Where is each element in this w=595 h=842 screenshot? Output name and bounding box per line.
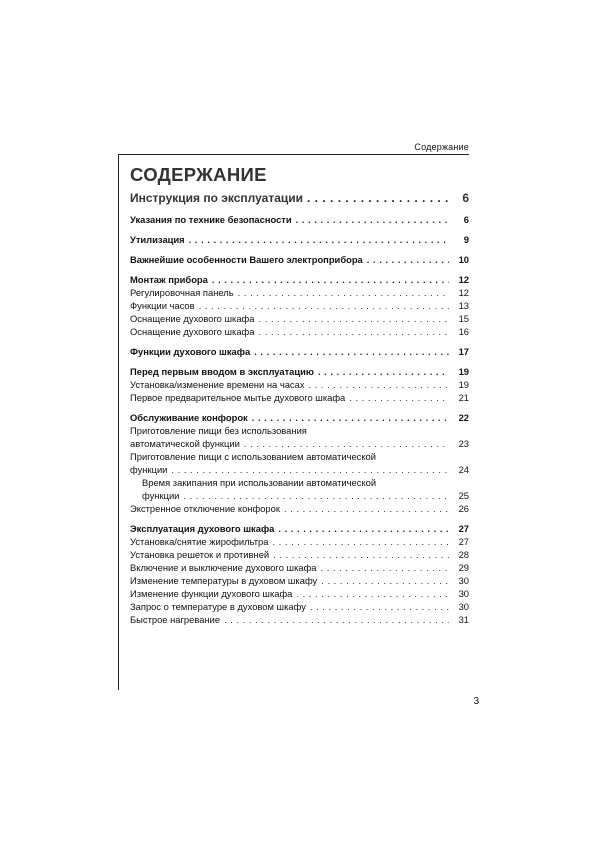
toc-entry[interactable] <box>130 522 469 535</box>
toc-entry[interactable] <box>130 233 469 246</box>
toc-entry[interactable] <box>130 548 469 561</box>
toc-entry-page: 28 <box>458 549 469 560</box>
toc-entry-page: 29 <box>458 562 469 573</box>
toc-entry-page: 6 <box>463 214 469 225</box>
toc-entry-page: 13 <box>458 300 469 311</box>
toc-entry[interactable] <box>130 463 469 476</box>
toc-entry-title: Утилизация <box>130 234 185 245</box>
toc-entry-title: Установка решеток и противней <box>130 549 270 560</box>
toc-entry[interactable] <box>130 299 469 312</box>
toc-entry[interactable] <box>130 587 469 600</box>
toc-entry[interactable] <box>130 345 469 358</box>
toc-entry-title: Оснащение духового шкафа <box>130 313 255 324</box>
toc-entry[interactable] <box>130 312 469 325</box>
dot-leader <box>240 437 449 450</box>
toc-entry[interactable] <box>130 273 469 286</box>
dot-leader <box>317 561 449 574</box>
toc-entry-text: Приготовление пищи без использования <box>130 425 307 436</box>
page-title: СОДЕРЖАНИЕ <box>130 164 267 185</box>
toc-entry-page: 27 <box>458 536 469 547</box>
dot-leader <box>305 378 449 391</box>
toc-entry[interactable] <box>130 190 469 206</box>
toc-entry-page: 26 <box>458 503 469 514</box>
dot-leader <box>314 365 449 378</box>
toc-entry[interactable] <box>130 502 469 515</box>
dot-leader <box>317 574 449 587</box>
toc-entry[interactable] <box>130 378 469 391</box>
dot-leader <box>292 213 449 226</box>
dot-leader <box>250 345 449 358</box>
toc-entry-title: Инструкция по эксплуатации <box>130 191 304 205</box>
toc-entry-title: Установка/снятие жирофильтра <box>130 536 269 547</box>
page-number: 3 <box>473 696 479 707</box>
toc-entry[interactable] <box>130 365 469 378</box>
toc-entry-title: функции <box>142 490 180 501</box>
toc-entry-title: автоматической функции <box>130 438 240 449</box>
dot-leader <box>274 522 449 535</box>
toc-entry-page: 19 <box>458 366 469 377</box>
toc-entry-title: Перед первым вводом в эксплуатацию <box>130 366 314 377</box>
dot-leader <box>363 253 449 266</box>
dot-leader <box>303 190 449 206</box>
toc-entry-page: 22 <box>458 412 469 423</box>
toc-entry[interactable] <box>130 213 469 226</box>
toc-entry-title: Эксплуатация духового шкафа <box>130 523 275 534</box>
toc-entry-title: Указания по технике безопасности <box>130 214 292 225</box>
toc-entry-page: 6 <box>462 191 469 205</box>
toc-entry-page: 9 <box>463 234 469 245</box>
dot-leader <box>195 299 449 312</box>
toc-entry-page: 12 <box>458 274 469 285</box>
toc-entry-page: 25 <box>458 490 469 501</box>
toc-entry-title: Первое предварительное мытье духового шкафа <box>130 392 346 403</box>
dot-leader <box>179 489 449 502</box>
toc-entry-page: 10 <box>458 254 469 265</box>
header-divider <box>118 154 469 155</box>
dot-leader <box>345 391 449 404</box>
toc-entry-title: Запрос о температуре в духовом шкафу <box>130 601 306 612</box>
toc-entry-page: 17 <box>458 346 469 357</box>
section-header: Содержание <box>414 142 469 152</box>
dot-leader <box>220 613 449 626</box>
toc-entry-page: 30 <box>458 588 469 599</box>
toc-entry[interactable] <box>130 600 469 613</box>
toc-entry-title: Регулировочная панель <box>130 287 234 298</box>
dot-leader <box>254 312 449 325</box>
dot-leader <box>208 273 449 286</box>
table-of-contents <box>130 190 469 626</box>
margin-rule <box>118 154 119 690</box>
toc-entry-title: Быстрое нагревание <box>130 614 221 625</box>
dot-leader <box>254 325 449 338</box>
toc-entry-page: 16 <box>458 326 469 337</box>
toc-entry[interactable] <box>130 561 469 574</box>
toc-entry-page: 30 <box>458 575 469 586</box>
toc-entry-title: Включение и выключение духового шкафа <box>130 562 317 573</box>
dot-leader <box>292 587 449 600</box>
dot-leader <box>167 463 449 476</box>
toc-entry[interactable] <box>130 286 469 299</box>
dot-leader <box>280 502 449 515</box>
toc-entry-page: 19 <box>458 379 469 390</box>
toc-entry-page: 21 <box>458 392 469 403</box>
toc-entry-title: Важнейшие особенности Вашего электроприбора <box>130 254 363 265</box>
toc-entry[interactable] <box>130 613 469 626</box>
toc-entry[interactable] <box>130 489 469 502</box>
toc-entry-title: Оснащение духового шкафа <box>130 326 255 337</box>
toc-entry-title: Монтаж прибора <box>130 274 208 285</box>
dot-leader <box>268 535 449 548</box>
toc-entry[interactable] <box>130 411 469 424</box>
toc-entry-title: Экстренное отключение конфорок <box>130 503 280 514</box>
dot-leader <box>306 600 449 613</box>
toc-entry-page: 15 <box>458 313 469 324</box>
toc-entry-page: 31 <box>458 614 469 625</box>
toc-entry-page: 27 <box>458 523 469 534</box>
toc-entry[interactable] <box>130 325 469 338</box>
toc-entry-page: 12 <box>458 287 469 298</box>
dot-leader <box>185 233 449 246</box>
toc-entry[interactable] <box>130 535 469 548</box>
toc-entry-title: Обслуживание конфорок <box>130 412 248 423</box>
toc-entry[interactable] <box>130 574 469 587</box>
toc-entry[interactable] <box>130 391 469 404</box>
dot-leader <box>234 286 449 299</box>
toc-entry-title: Установка/изменение времени на часах <box>130 379 305 390</box>
dot-leader <box>248 411 449 424</box>
toc-entry-page: 30 <box>458 601 469 612</box>
toc-entry-text: Приготовление пищи с использованием автоматической <box>130 451 377 462</box>
toc-entry-title: функции <box>130 464 168 475</box>
toc-entry-text: Время закипания при использовании автоматической <box>142 477 377 488</box>
toc-entry-page: 24 <box>458 464 469 475</box>
toc-entry[interactable] <box>130 253 469 266</box>
dot-leader <box>269 548 449 561</box>
toc-entry-title: Функции часов <box>130 300 195 311</box>
toc-entry-title: Изменение температуры в духовом шкафу <box>130 575 318 586</box>
toc-entry-page: 23 <box>458 438 469 449</box>
toc-entry-title: Функции духового шкафа <box>130 346 251 357</box>
toc-entry-title: Изменение функции духового шкафа <box>130 588 293 599</box>
toc-entry[interactable] <box>130 437 469 450</box>
